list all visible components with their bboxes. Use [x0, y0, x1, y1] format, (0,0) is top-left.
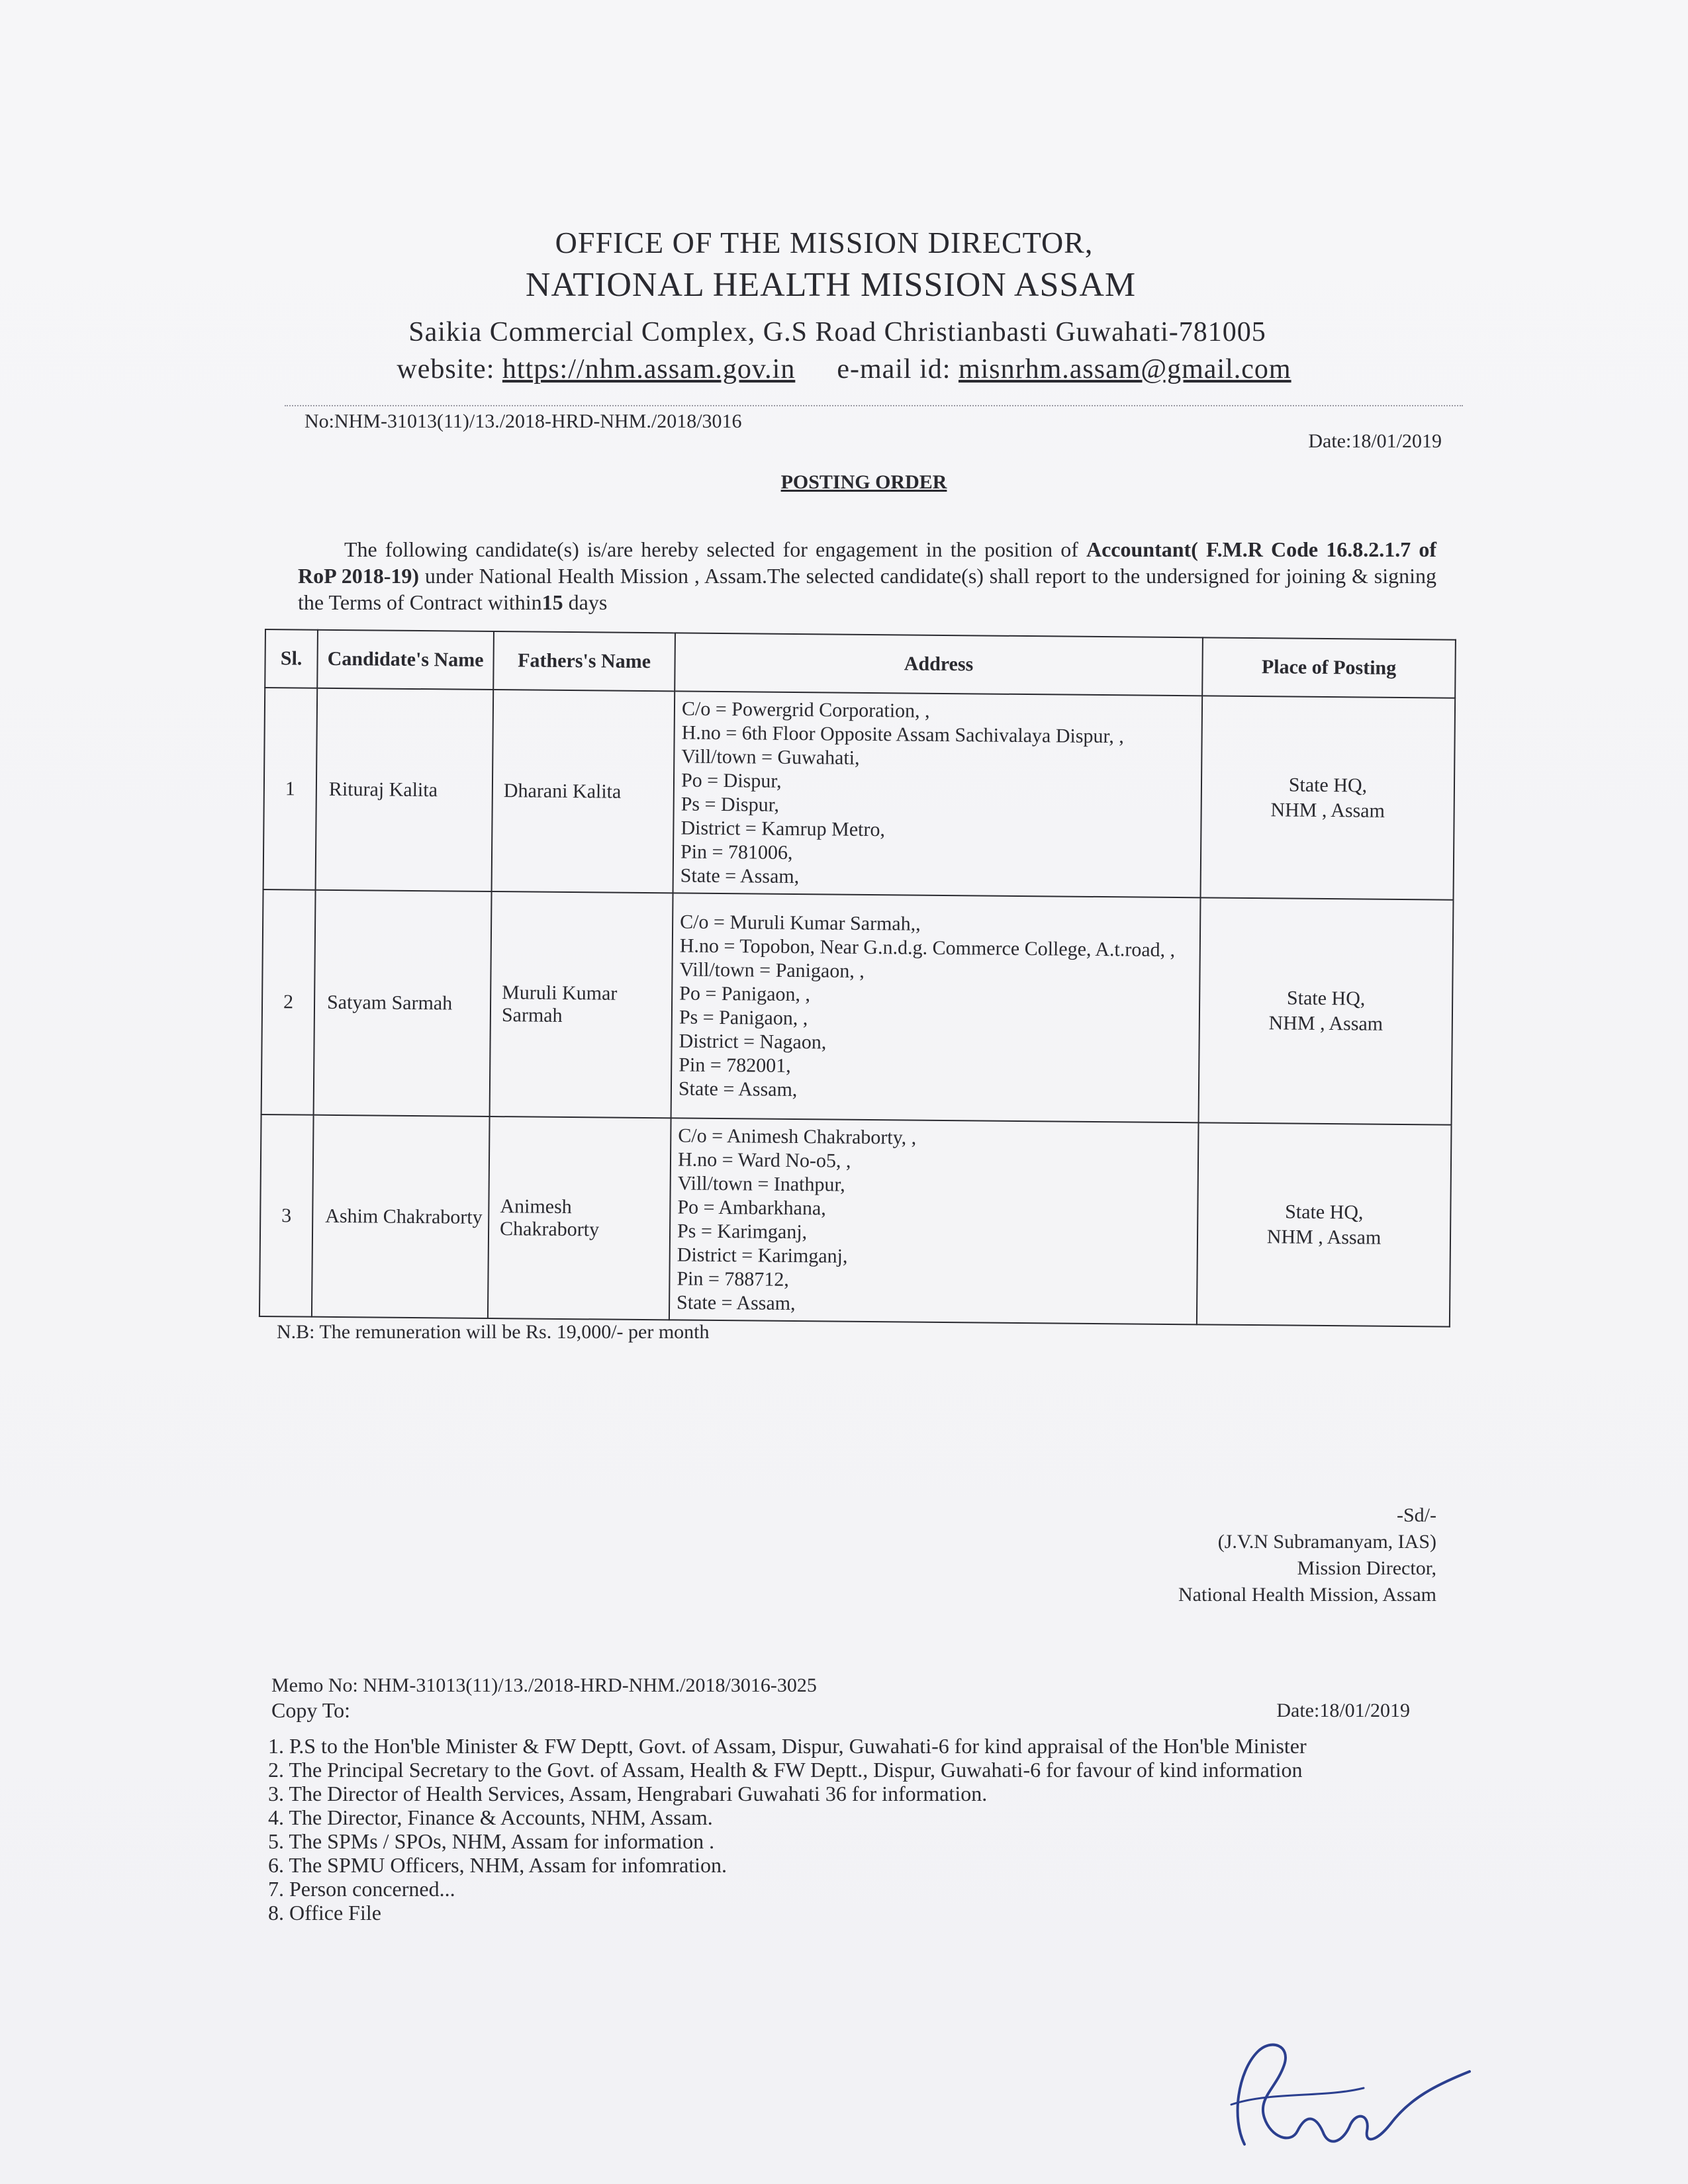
address-line: Vill/town = Guwahati, [681, 745, 860, 769]
office-address: Saikia Commercial Complex, G.S Road Christianbasti Guwahati-781005 [408, 317, 1266, 347]
address-line: Ps = Karimganj, [677, 1219, 808, 1243]
father-name: Dharani Kalita [492, 690, 675, 893]
intro-text-2: under National Health Mission , Assam.The selected candidate(s) shall report to the undersigned for joining & signing the Terms of Contract within [298, 564, 1436, 614]
signatory-name: (J.V.N Subramanyam, IAS) [1217, 1531, 1436, 1553]
candidate-address [671, 893, 1201, 1122]
document-title: POSTING ORDER [780, 471, 947, 493]
place-of-posting [1199, 897, 1454, 1124]
handwritten-signature [1192, 2025, 1483, 2167]
address-line: C/o = Muruli Kumar Sarmah,, [680, 911, 921, 935]
address-line: District = Karimganj, [677, 1243, 848, 1267]
candidate-name: Satyam Sarmah [314, 890, 492, 1116]
letterhead [0, 225, 1688, 385]
signatory-organization: National Health Mission, Assam [1178, 1584, 1436, 1606]
address-line: Pin = 788712, [677, 1267, 790, 1291]
header-address: Address [675, 633, 1203, 696]
address-line: District = Kamrup Metro, [680, 816, 886, 841]
address-line: State = Assam, [680, 864, 800, 887]
address-line: C/o = Powergrid Corporation, , [681, 698, 930, 722]
posting-table [259, 629, 1456, 1328]
list-item: 4. The Director, Finance & Accounts, NHM, Assam. [268, 1805, 713, 1829]
email-label: e-mail id: [837, 354, 951, 385]
order-date: Date:18/01/2019 [1308, 430, 1442, 452]
candidate-name: Rituraj Kalita [316, 688, 494, 891]
candidate-address [673, 691, 1203, 897]
memo-date: Date:18/01/2019 [1276, 1700, 1410, 1721]
signature-stroke [1231, 2088, 1364, 2105]
intro-paragraph [298, 536, 1436, 615]
address-line: Pin = 782001, [679, 1054, 791, 1077]
address-line: Pin = 781006, [680, 840, 793, 864]
address-line: Po = Panigaon, , [679, 982, 811, 1006]
father-name: Animesh Chakraborty [488, 1116, 671, 1320]
address-line: Ps = Panigaon, , [679, 1006, 808, 1030]
address-line: H.no = 6th Floor Opposite Assam Sachivalaya Dispur, , [681, 721, 1124, 747]
memo-number: Memo No: NHM-31013(11)/13./2018-HRD-NHM./2018/3016-3025 [271, 1674, 817, 1696]
address-line: State = Assam, [677, 1291, 796, 1314]
row-sl: 3 [259, 1115, 314, 1317]
contact-line [0, 353, 1688, 385]
email-link[interactable]: misnrhm.assam@gmail.com [958, 354, 1291, 385]
place-line: State HQ, [1285, 1200, 1364, 1224]
address-line: Po = Ambarkhana, [677, 1195, 826, 1219]
header-father-name: Fathers's Name [493, 631, 675, 691]
address-line: Ps = Dispur, [680, 792, 780, 816]
website-link[interactable]: https://nhm.assam.gov.in [502, 354, 796, 385]
father-name: Muruli Kumar Sarmah [490, 891, 673, 1118]
row-sl: 2 [261, 889, 316, 1115]
table-row [259, 1115, 1452, 1327]
place-of-posting [1201, 696, 1456, 899]
joining-days: 15 [541, 590, 563, 614]
remuneration-note: N.B: The remuneration will be Rs. 19,000/- per month [277, 1321, 710, 1343]
table-header-row [265, 629, 1456, 698]
address-line: State = Assam, [678, 1077, 798, 1101]
address-line: H.no = Topobon, Near G.n.d.g. Commerce College, A.t.road, , [679, 934, 1176, 962]
header-candidate-name: Candidate's Name [317, 630, 494, 690]
place-line: NHM , Assam [1270, 798, 1385, 822]
list-item: 8. Office File [268, 1901, 381, 1925]
signature-stroke [1238, 2045, 1470, 2144]
organization-name: NATIONAL HEALTH MISSION ASSAM [525, 266, 1137, 304]
intro-text-3: days [563, 590, 608, 614]
address-line: Vill/town = Panigaon, , [679, 958, 865, 982]
list-item: 3. The Director of Health Services, Assam, Hengrabari Guwahati 36 for information. [268, 1782, 988, 1805]
list-item: 1. P.S to the Hon'ble Minister & FW Deptt, Govt. of Assam, Dispur, Guwahati-6 for kind appraisal of the Hon'ble Minister [268, 1734, 1307, 1758]
header-sl: Sl. [265, 629, 318, 688]
signatory-designation: Mission Director, [1297, 1557, 1436, 1579]
place-line: NHM , Assam [1266, 1225, 1382, 1249]
list-item: 5. The SPMs / SPOs, NHM, Assam for information . [268, 1829, 715, 1853]
place-line: NHM , Assam [1268, 1012, 1383, 1035]
office-title: OFFICE OF THE MISSION DIRECTOR, [555, 226, 1094, 259]
header-divider [285, 405, 1463, 406]
copy-to-list [268, 1734, 1387, 1925]
address-line: District = Nagaon, [679, 1030, 827, 1054]
candidate-name: Ashim Chakraborty [312, 1115, 490, 1318]
signature-block [1178, 1502, 1436, 1608]
list-item: 2. The Principal Secretary to the Govt. of Assam, Health & FW Deptt., Dispur, Guwahati-6 for favour of kind information [268, 1758, 1303, 1782]
list-item: 6. The SPMU Officers, NHM, Assam for infomration. [268, 1853, 727, 1877]
copy-to-label: Copy To: [271, 1698, 350, 1722]
address-line: Po = Dispur, [680, 768, 782, 792]
intro-text-1: The following candidate(s) is/are hereby selected for engagement in the position of [344, 537, 1086, 561]
place-of-posting [1197, 1122, 1452, 1326]
place-line: State HQ, [1286, 987, 1366, 1010]
reference-number: No:NHM-31013(11)/13./2018-HRD-NHM./2018/3016 [305, 410, 742, 432]
signed-mark: -Sd/- [1397, 1504, 1436, 1526]
position-name: Accountant( F.M.R Code 16.8.2.1.7 of RoP 2018-19) [298, 537, 1436, 588]
row-sl: 1 [263, 688, 318, 890]
header-place-of-posting: Place of Posting [1202, 637, 1456, 698]
candidate-address [669, 1118, 1199, 1324]
table-row [261, 889, 1454, 1125]
place-line: State HQ, [1288, 774, 1368, 797]
address-line: C/o = Animesh Chakraborty, , [678, 1124, 917, 1149]
address-line: H.no = Ward No-o5, , [677, 1148, 851, 1172]
website-label: website: [397, 354, 495, 385]
address-line: Vill/town = Inathpur, [677, 1171, 845, 1196]
list-item: 7. Person concerned... [268, 1877, 455, 1901]
table-row [263, 688, 1456, 900]
